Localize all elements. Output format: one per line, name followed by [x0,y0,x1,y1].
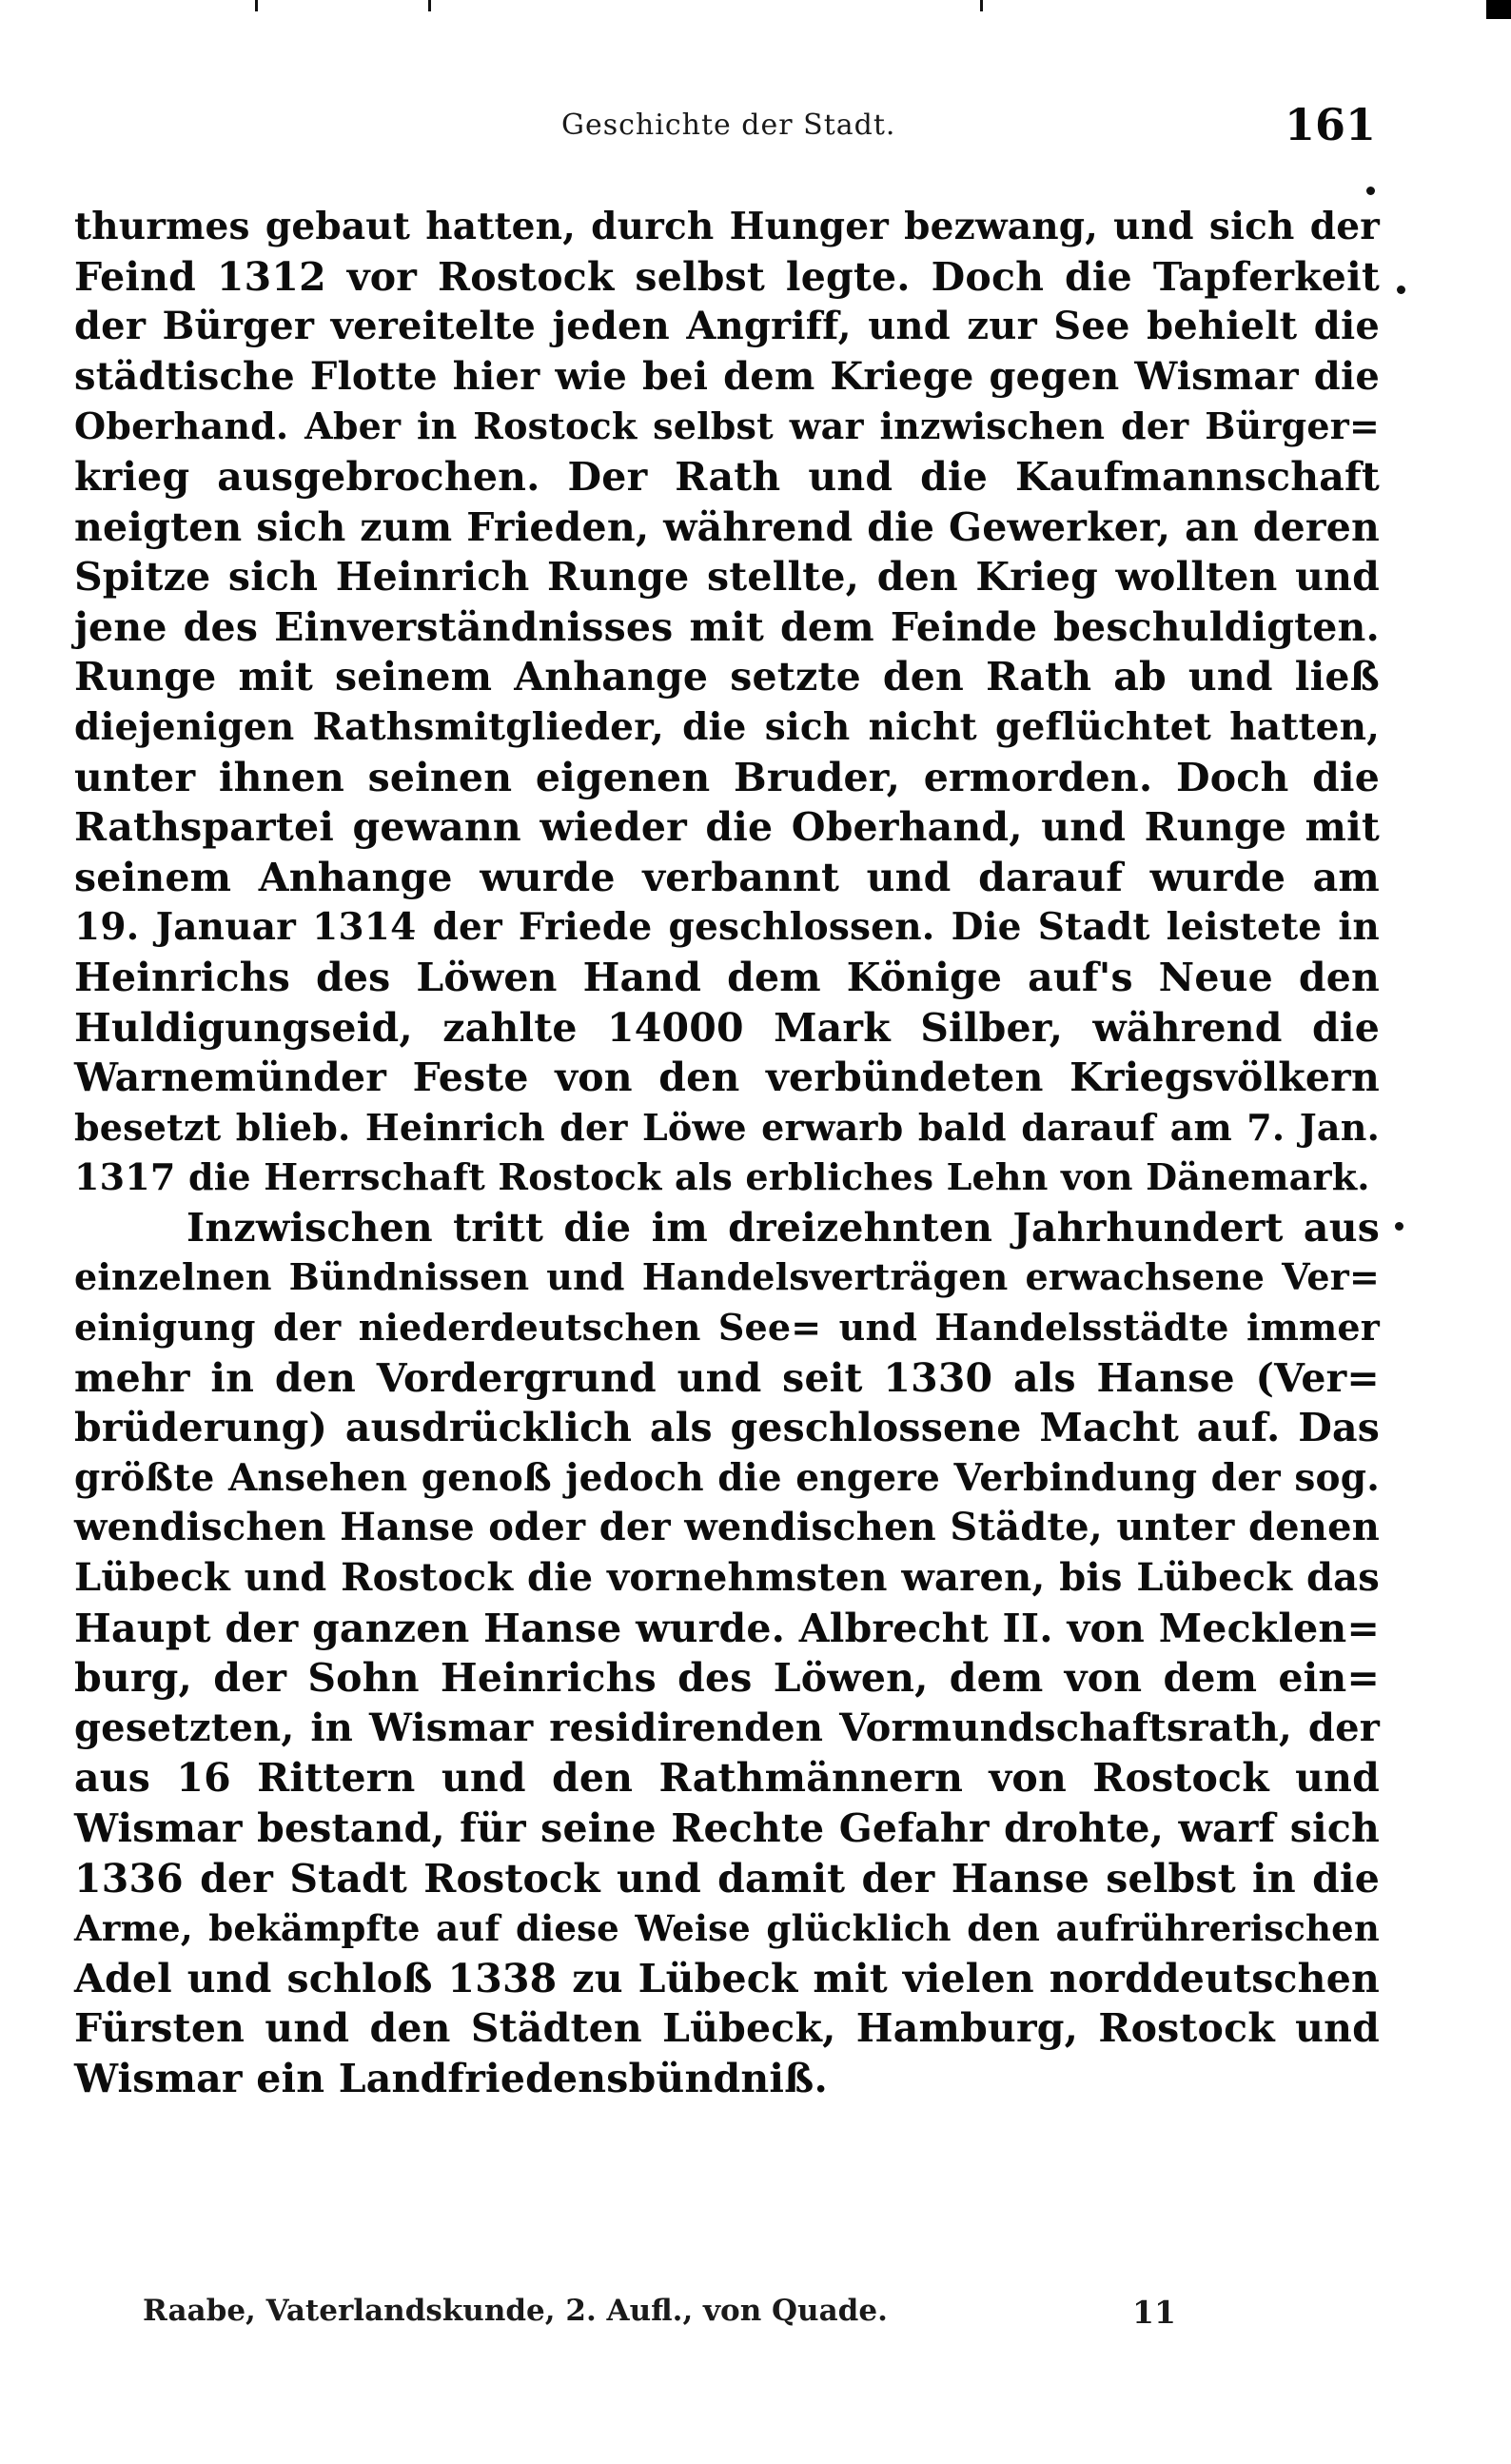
text-line: städtische Flotte hier wie bei dem Kriege gegen Wismar die [74,353,1380,399]
text-line: einigung der niederdeutschen See= und Handelsstädte immer [74,1306,1380,1350]
text-line: 1336 der Stadt Rostock und damit der Hanse selbst in die [74,1855,1380,1902]
text-line: thurmes gebaut hatten, durch Hunger bezwang, und sich der [74,205,1380,248]
text-line: Adel und schloß 1338 zu Lübeck mit vielen norddeutschen [74,1955,1380,2001]
margin-dot [1395,1222,1403,1231]
text-line: diejenigen Rathsmitglieder, die sich nicht geflüchtet hatten, [74,704,1380,749]
scan-corner-mark [1486,0,1511,19]
text-line: Spitze sich Heinrich Runge stellte, den Krieg wollten und [74,554,1380,601]
text-line: wendischen Hanse oder der wendischen Städte, unter denen [74,1505,1380,1550]
text-line: seinem Anhange wurde verbannt und darauf wurde am [74,854,1380,900]
text-line: Runge mit seinem Anhange setzte den Rath ab und ließ [74,654,1380,700]
text-line: mehr in den Vordergrund und seit 1330 als Hanse (Ver= [74,1354,1380,1401]
text-line: Haupt der ganzen Hanse wurde. Albrecht II. von Mecklen= [74,1605,1380,1651]
scan-edge-tick [980,0,983,11]
text-line: unter ihnen seinen eigenen Bruder, ermorden. Doch die [74,754,1380,800]
text-line: der Bürger vereitelte jeden Angriff, und zur See behielt die [74,304,1380,349]
text-line: Warnemünder Feste von den verbündeten Kriegsvölkern [74,1055,1380,1101]
footer-note: Raabe, Vaterlandskunde, 2. Aufl., von Quade. [143,2294,888,2328]
text-line: Heinrichs des Löwen Hand dem Könige auf's Neue den [74,954,1380,1000]
text-line: Wismar ein Landfriedensbündniß. [74,2055,828,2101]
scan-edge-marks [0,0,1511,13]
text-line: brüderung) ausdrücklich als geschlossene Macht auf. Das [74,1405,1380,1451]
text-line: 19. Januar 1314 der Friede geschlossen. Die Stadt leistete in [74,905,1380,950]
text-line: Lübeck und Rostock die vornehmsten waren, bis Lübeck das [74,1555,1380,1601]
text-line: größte Ansehen genoß jedoch die engere Verbindung der sog. [74,1455,1380,1500]
text-line: 1317 die Herrschaft Rostock als erbliches Lehn von Dänemark. [74,1155,1370,1199]
page-number: 161 [1285,99,1377,150]
text-line: Rathspartei gewann wieder die Oberhand, und Runge mit [74,804,1380,851]
scan-edge-tick [428,0,431,11]
text-line: krieg ausgebrochen. Der Rath und die Kaufmannschaft [74,453,1380,500]
signature-mark: 11 [1132,2294,1176,2331]
text-line: einzelnen Bündnissen und Handelsverträgen erwachsene Ver= [74,1255,1380,1299]
margin-dot [1366,187,1375,195]
text-line: Feind 1312 vor Rostock selbst legte. Doch die Tapferkeit [74,253,1380,300]
text-line: besetzt blieb. Heinrich der Löwe erwarb bald darauf am 7. Jan. [74,1105,1380,1149]
text-line: Wismar bestand, für seine Rechte Gefahr drohte, warf sich [74,1805,1380,1851]
text-line: burg, der Sohn Heinrichs des Löwen, dem von dem ein= [74,1655,1380,1702]
page-footer [0,2294,1511,2351]
text-line: aus 16 Rittern und den Rathmännern von Rostock und [74,1755,1380,1802]
text-line: Oberhand. Aber in Rostock selbst war inzwischen der Bürger= [74,404,1380,448]
text-line: Inzwischen tritt die im dreizehnten Jahrhundert aus [186,1204,1380,1251]
text-line: Arme, bekämpfte auf diese Weise glücklich den aufrührerischen [74,1907,1380,1950]
running-head [0,99,1511,164]
text-line: jene des Einverständnisses mit dem Feinde beschuldigten. [74,603,1380,650]
text-line: Fürsten und den Städten Lübeck, Hamburg, Rostock und [74,2005,1380,2052]
text-line: Huldigungseid, zahlte 14000 Mark Silber, während die [74,1004,1380,1051]
text-line: gesetzten, in Wismar residirenden Vormundschaftsrath, der [74,1705,1380,1750]
scan-edge-tick [255,0,258,11]
body-text [74,202,1380,2104]
margin-dot [1397,286,1405,294]
running-title: Geschichte der Stadt. [561,108,896,142]
text-line: neigten sich zum Frieden, während die Gewerker, an deren [74,503,1380,550]
